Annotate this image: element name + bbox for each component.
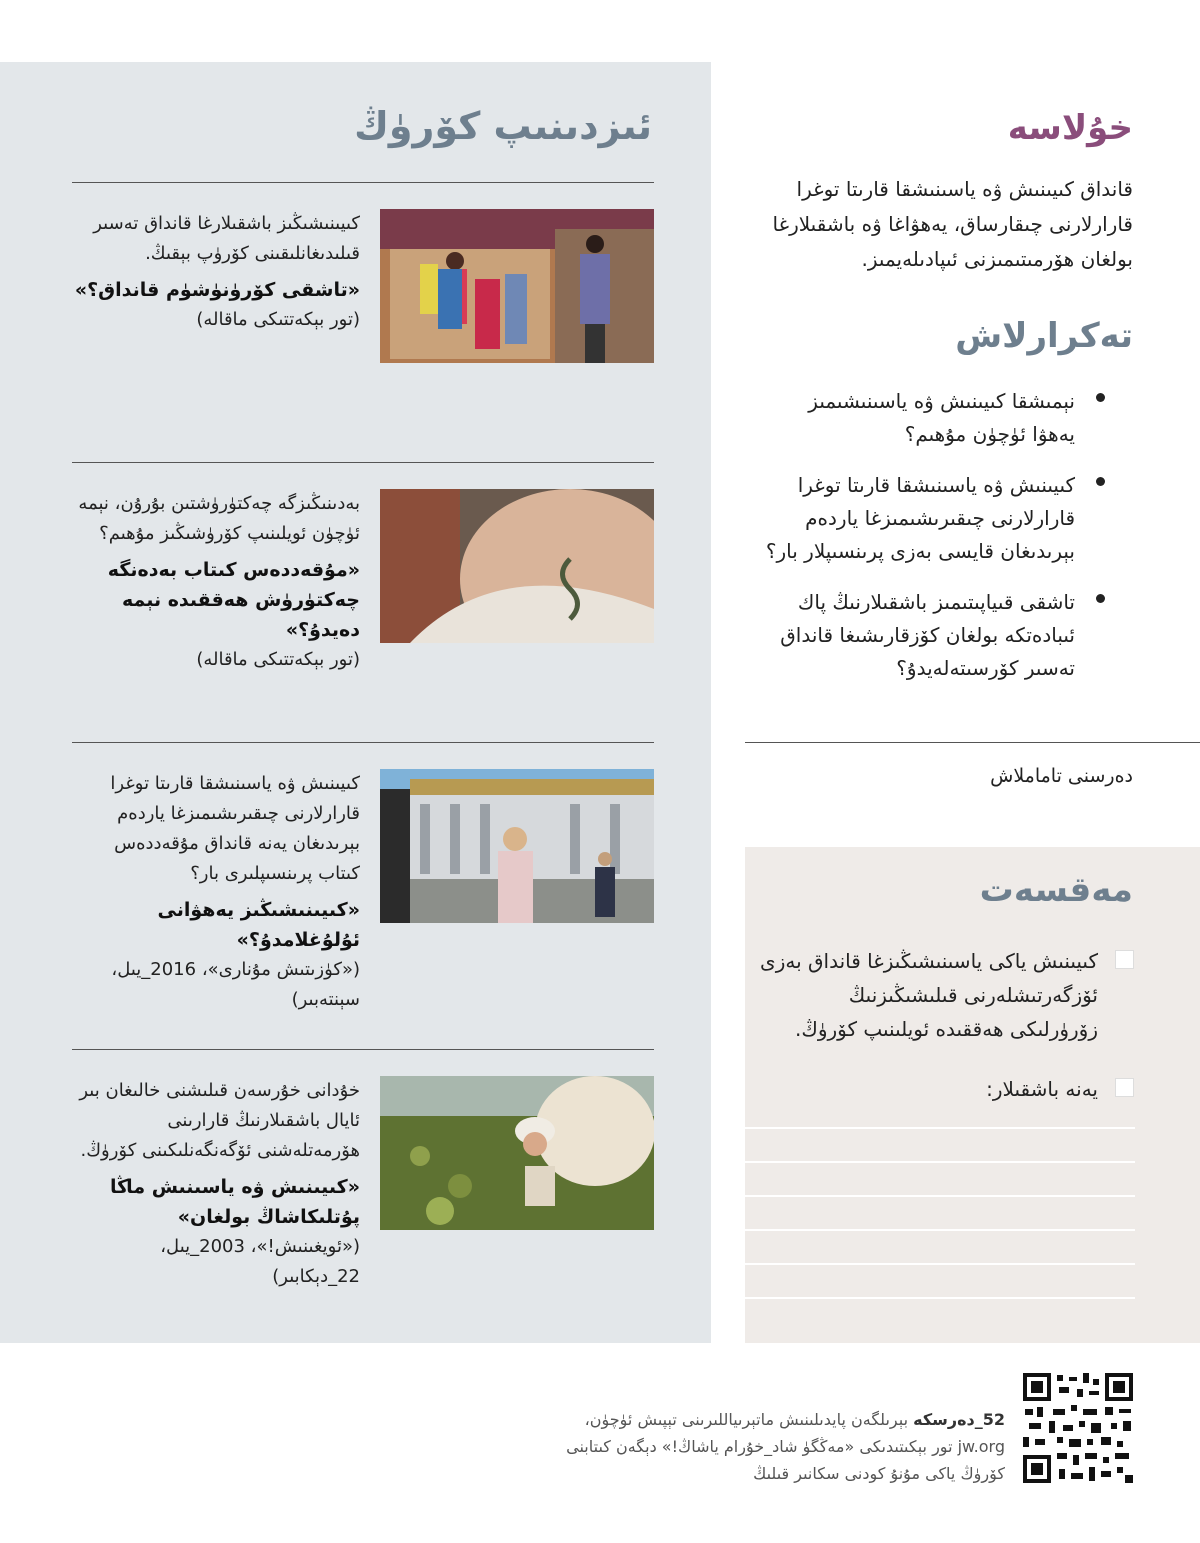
article-title-link[interactable]: «مۇقەددەس كىتاب بەدەنگە چەكتۈرۈش ھەققىدە نېمە دەيدۇ؟» xyxy=(107,559,360,641)
goal-checkbox-2[interactable] xyxy=(1115,1078,1134,1097)
qr-code-icon[interactable] xyxy=(1023,1373,1133,1483)
writing-line[interactable] xyxy=(745,1127,1135,1129)
review-item xyxy=(760,469,1105,568)
item-description: بەدىنىڭىزگە چەكتۈرۈشتىن بۇرۇن، نېمە ئۈچۈن ئويلىنىپ كۆرۈشىڭىز مۇھىم؟ xyxy=(78,493,360,544)
article-title-link[interactable]: «تاشقى كۆرۈنۈشۈم قانداق؟» xyxy=(74,279,360,301)
article-source: (تور بېكەتتىكى ماقالە) xyxy=(196,649,360,670)
writing-line[interactable] xyxy=(745,1263,1135,1265)
explore-item-1 xyxy=(72,209,654,449)
bullet-icon xyxy=(1096,594,1105,603)
divider xyxy=(72,182,654,183)
article-title-link[interactable]: «كىيىنىش ۋە ياسىنىش ماڭا پۇتلىكاشاڭ بولغان» xyxy=(110,1176,360,1228)
item-description: كىيىنىشىڭىز باشقىلارغا قانداق تەسىر قىلىدىغانلىقىنى كۆرۈپ بېقىڭ. xyxy=(93,213,360,264)
footer-note xyxy=(540,1406,1005,1487)
review-item xyxy=(760,586,1105,685)
writing-line[interactable] xyxy=(745,1195,1135,1197)
goal-checkbox-1[interactable] xyxy=(1115,950,1134,969)
field-worker-photo[interactable] xyxy=(380,1076,654,1230)
explore-item-4-text xyxy=(72,1076,360,1292)
review-item-text: تاشقى قىياپىتىمىز باشقىلارنىڭ پاك ئىبادەتكە بولغان كۆزقارىشىغا قانداق تەسىر كۆرسىتەلەيدۇ؟ xyxy=(780,590,1075,680)
divider xyxy=(72,1049,654,1050)
explore-item-1-text xyxy=(72,209,360,335)
bullet-icon xyxy=(1096,477,1105,486)
divider xyxy=(72,462,654,463)
lesson-ref: 52_دەرسكە xyxy=(913,1410,1005,1429)
divider xyxy=(745,742,1200,743)
goal-item-2: يەنە باشقىلار: xyxy=(986,1077,1098,1101)
summary-text: قانداق كىيىنىش ۋە ياسىنىشقا قارىتا توغرا قارارلارنى چىقارساق، يەھۋاغا ۋە باشقىلارغا بولغان ھۆرمىتىمىزنى ئىپادىلەيمىز. xyxy=(772,177,1133,271)
stadium-interview-photo[interactable] xyxy=(380,769,654,923)
review-heading: تەكرارلاش xyxy=(955,316,1133,356)
summary-heading: خۇلاسە xyxy=(1007,108,1133,148)
writing-line[interactable] xyxy=(745,1297,1135,1299)
review-list xyxy=(760,385,1105,703)
review-item-text: كىيىنىش ۋە ياسىنىشقا قارىتا توغرا قارارلارنى چىقىرىشىمىزغا ياردەم بېرىدىغان قايسى بەزى پرىنسىپلار بار؟ xyxy=(765,473,1075,563)
review-item xyxy=(760,385,1105,451)
item-description: كىيىنىش ۋە ياسىنىشقا قارىتا توغرا قارارلارنى چىقىرىشىمىزغا ياردەم بېرىدىغان يەنە قانداق مۇقەددەس كىتاب پرىنسىپلىرى بار؟ xyxy=(110,773,360,884)
article-source: («ئويغىنىش!»، 2003_يىل، 22_دېكابىر) xyxy=(160,1236,360,1287)
article-source: (تور بېكەتتىكى ماقالە) xyxy=(196,309,360,330)
divider xyxy=(72,742,654,743)
explore-heading: ئىزدىنىپ كۆرۈڭ xyxy=(354,104,652,148)
explore-item-3 xyxy=(72,769,654,1009)
writing-line[interactable] xyxy=(745,1229,1135,1231)
footer-note-text: بېرىلگەن پايدىلىنىش ماتېرىياللىرىنى تېپىش ئۈچۈن، jw.org تور بېكىتىدىكى «مەڭگۈ شاد_خۇرام ياشاڭ!» دېگەن كىتابنى كۆرۈڭ ياكى مۇنۇ كودنى سكانىر قىلىڭ xyxy=(566,1410,1005,1483)
article-source: («كۈزىتىش مۇنارى»، 2016_يىل، سېنتەبىر) xyxy=(111,959,360,1010)
writing-line[interactable] xyxy=(745,1161,1135,1163)
goal-heading: مەقسەت xyxy=(979,870,1133,910)
complete-lesson-label[interactable]: دەرسنى تاماملاش xyxy=(990,765,1133,787)
tattoo-shoulder-photo[interactable] xyxy=(380,489,654,643)
explore-item-2 xyxy=(72,489,654,729)
clothing-store-photo[interactable] xyxy=(380,209,654,363)
explore-item-2-text xyxy=(72,489,360,675)
review-item-text: نېمىشقا كىيىنىش ۋە ياسىنىشىمىز يەھۋا ئۈچۈن مۇھىم؟ xyxy=(808,389,1075,446)
goal-item-1: كىيىنىش ياكى ياسىنىشىڭىزغا قانداق بەزى ئۆزگەرتىشلەرنى قىلىشىڭىزنىڭ زۆرۈرلىكى ھەققىدە ئويلىنىپ كۆرۈڭ. xyxy=(760,949,1098,1041)
item-description: خۇدانى خۇرسەن قىلىشنى خالىغان بىر ئايال باشقىلارنىڭ قارارىنى ھۆرمەتلەشنى ئۆگەنگەنلىكىنى كۆرۈڭ. xyxy=(79,1080,360,1161)
bullet-icon xyxy=(1096,393,1105,402)
explore-item-4 xyxy=(72,1076,654,1316)
article-title-link[interactable]: «كىيىنىشىڭىز يەھۋانى ئۇلۇغلامدۇ؟» xyxy=(157,899,360,951)
explore-item-3-text xyxy=(72,769,360,1015)
